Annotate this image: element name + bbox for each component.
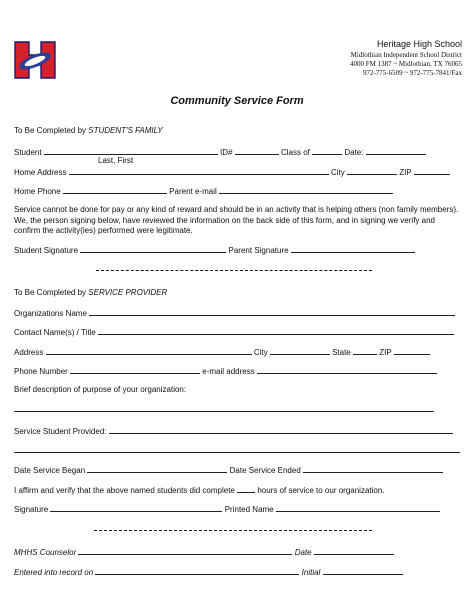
class-of-label: Class of xyxy=(280,148,310,157)
email-address-field[interactable] xyxy=(257,365,437,374)
last-first-caption: Last, First xyxy=(98,156,134,165)
brief-description-label: Brief description of purpose of your organization: xyxy=(14,385,187,394)
entered-field[interactable] xyxy=(95,566,299,575)
phone-number-label: Phone Number xyxy=(14,367,68,376)
date-ended-label: Date Service Ended xyxy=(229,466,301,475)
date-field[interactable] xyxy=(366,146,426,155)
printed-name-field[interactable] xyxy=(276,503,440,512)
contact-names-field[interactable] xyxy=(98,326,454,335)
school-phone: 972-775-6509 ~ 972-775-7841/Fax xyxy=(362,69,462,77)
service-provided-field[interactable] xyxy=(109,425,453,434)
counselor-row xyxy=(14,546,394,558)
heading-party: STUDENT'S FAMILY xyxy=(88,126,163,135)
statement-paragraph: Service cannot be done for pay or any kind of reward and should be in an activity that is helping others (non family members). We, the person signing below, have reviewed the information on the back side of this form, and in signing we verify and confirm the activity(ies) performed were legitimate. xyxy=(14,205,459,235)
provider-address-row xyxy=(14,346,430,358)
printed-name-label: Printed Name xyxy=(224,505,274,514)
home-phone-label: Home Phone xyxy=(14,187,61,196)
affirm-row xyxy=(14,484,385,496)
city-label: City xyxy=(253,348,268,357)
school-district: Midlothian Independent School District xyxy=(350,51,462,59)
parent-email-field[interactable] xyxy=(219,185,393,194)
signature-field[interactable] xyxy=(50,503,222,512)
heading-prefix: To Be Completed by xyxy=(14,126,89,135)
address-field[interactable] xyxy=(46,346,252,355)
home-phone-field[interactable] xyxy=(63,185,167,194)
zip-field[interactable] xyxy=(394,346,430,355)
contact-names-label: Contact Name(s) / Title xyxy=(14,328,96,337)
organizations-row xyxy=(14,307,455,319)
hours-field[interactable] xyxy=(237,484,255,493)
provider-signature-row xyxy=(14,503,440,515)
school-logo-h-icon xyxy=(14,40,56,80)
id-label: ID# xyxy=(220,148,233,157)
heading-prefix: To Be Completed by xyxy=(14,288,89,297)
parent-email-label: Parent e-mail xyxy=(169,187,217,196)
affirm-text-before: I affirm and verify that the above named students did complete xyxy=(14,486,235,495)
zip-field[interactable] xyxy=(414,166,450,175)
address-label: Address xyxy=(14,348,44,357)
date-began-label: Date Service Began xyxy=(14,466,86,475)
initial-field[interactable] xyxy=(323,566,403,575)
affirm-text-after: hours of service to our organization. xyxy=(257,486,385,495)
school-address: 4000 FM 1387 ~ Midlothian, TX 76065 xyxy=(350,60,462,68)
home-address-label: Home Address xyxy=(14,168,67,177)
signature-row xyxy=(14,244,415,256)
heading-party: SERVICE PROVIDER xyxy=(88,288,168,297)
id-field[interactable] xyxy=(235,146,279,155)
organizations-name-label: Organizations Name xyxy=(14,309,87,318)
zip-label: ZIP xyxy=(379,348,392,357)
service-provided-label: Service Student Provided: xyxy=(14,427,107,436)
email-address-label: e-mail address xyxy=(202,367,255,376)
student-label: Student xyxy=(14,148,42,157)
provider-section-heading xyxy=(14,288,167,298)
phone-email-row xyxy=(14,365,437,377)
student-row xyxy=(14,146,426,158)
form-title: Community Service Form xyxy=(170,95,304,107)
class-of-field[interactable] xyxy=(312,146,342,155)
entered-label: Entered into record on xyxy=(14,568,94,577)
section-divider xyxy=(96,270,372,271)
date-ended-field[interactable] xyxy=(303,464,443,473)
entered-row xyxy=(14,566,403,578)
service-provided-row xyxy=(14,425,453,437)
date-began-field[interactable] xyxy=(87,464,227,473)
signature-label: Signature xyxy=(14,505,49,514)
parent-signature-field[interactable] xyxy=(291,244,415,253)
home-address-field[interactable] xyxy=(69,166,329,175)
counselor-label: MHHS Counselor xyxy=(14,548,77,557)
family-section-heading xyxy=(14,126,163,136)
city-field[interactable] xyxy=(347,166,397,175)
student-signature-label: Student Signature xyxy=(14,246,79,255)
city-label: City xyxy=(330,168,345,177)
student-name-field[interactable] xyxy=(44,146,218,155)
office-date-label: Date xyxy=(294,548,312,557)
state-field[interactable] xyxy=(353,346,377,355)
contact-row xyxy=(14,326,454,338)
home-phone-row xyxy=(14,185,393,197)
zip-label: ZIP xyxy=(399,168,412,177)
parent-signature-label: Parent Signature xyxy=(228,246,289,255)
phone-number-field[interactable] xyxy=(70,365,200,374)
initial-label: Initial xyxy=(301,568,321,577)
organizations-name-field[interactable] xyxy=(89,307,455,316)
service-provided-field-2[interactable] xyxy=(14,444,460,453)
service-dates-row xyxy=(14,464,443,476)
section-divider xyxy=(94,530,372,531)
school-name: Heritage High School xyxy=(376,39,462,49)
city-field[interactable] xyxy=(270,346,330,355)
home-address-row xyxy=(14,166,450,178)
counselor-field[interactable] xyxy=(78,546,292,555)
student-signature-field[interactable] xyxy=(80,244,226,253)
state-label: State xyxy=(332,348,351,357)
date-label: Date: xyxy=(344,148,364,157)
brief-description-field[interactable] xyxy=(14,403,434,412)
office-date-field[interactable] xyxy=(314,546,394,555)
